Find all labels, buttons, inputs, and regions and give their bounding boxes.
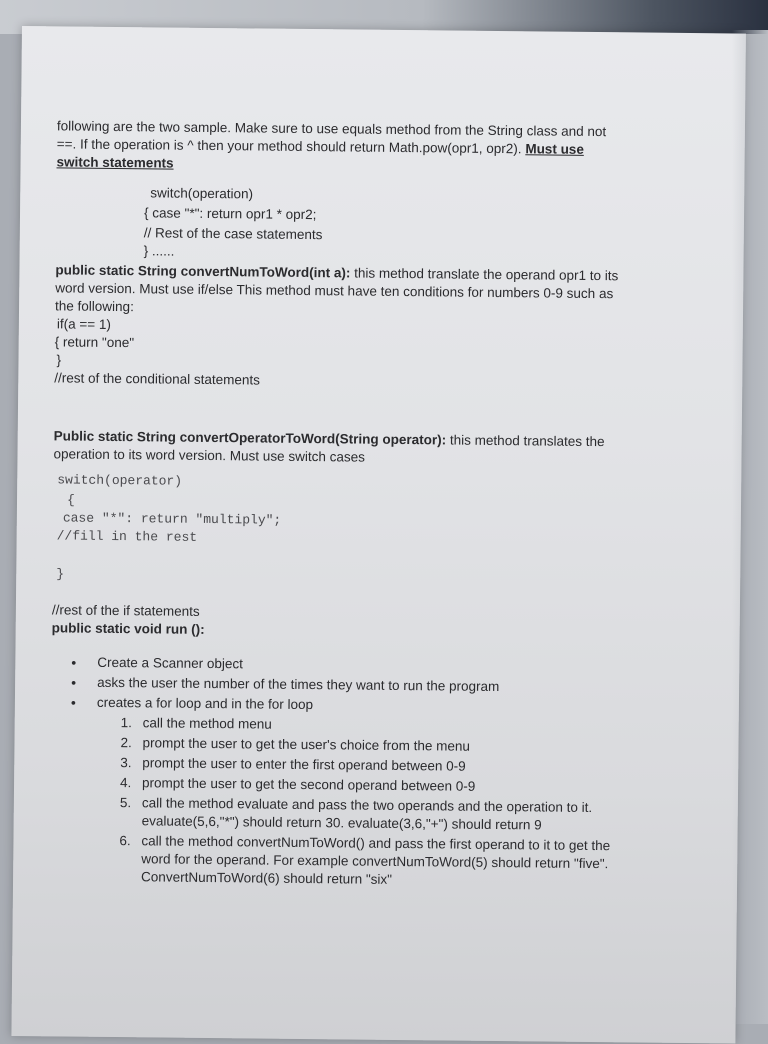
convert-num-desc-1: this method translate the operand opr1 to its: [350, 265, 619, 284]
run-bullet-3: • creates a for loop and in the for loop: [97, 695, 313, 713]
step-text: call the method menu: [142, 715, 272, 732]
convert-op-signature: Public static String convertOperatorToWord(String operator):: [53, 428, 447, 448]
run-rest-comment: //rest of the if statements: [51, 602, 200, 619]
switch-sample-line-1: switch(operation): [150, 185, 254, 202]
convert-num-code-1: if(a == 1): [56, 316, 111, 332]
convert-num-desc-2: word version. Must use if/else This method must have ten conditions for numbers 0-9 such as: [55, 280, 614, 302]
run-step-3: [120, 755, 466, 774]
convert-op-desc-2: operation to its word version. Must use switch cases: [53, 446, 365, 465]
step-number: 3.: [120, 755, 132, 771]
run-step-6-cont-2: [141, 869, 392, 888]
step-text: prompt the user to get the second operand between 0-9: [142, 775, 476, 794]
run-step-2: [120, 735, 471, 754]
step-text: ConvertNumToWord(6) should return "six": [141, 869, 393, 887]
intro-line-2-text: ==. If the operation is ^ then your method should return Math.pow(opr1, opr2).: [56, 136, 522, 157]
step-text: prompt the user to enter the first operand between 0-9: [142, 755, 466, 774]
step-number: 1.: [120, 715, 133, 731]
switch-sample-line-4: } ......: [143, 243, 175, 259]
step-text: call the method evaluate and pass the two operands and the operation to it.: [141, 795, 593, 816]
step-number: 4.: [120, 775, 132, 791]
convert-num-desc-3: the following:: [54, 298, 134, 315]
convert-op-desc-1: this method translates the: [446, 432, 605, 450]
convert-op-code-2: {: [66, 492, 75, 508]
switch-statements-emphasis: switch statements: [56, 154, 174, 171]
run-signature: public static void run ():: [51, 620, 205, 637]
run-step-5: [119, 795, 593, 816]
step-number: 5.: [119, 795, 132, 811]
convert-op-code-3: case "*": return "multiply";: [62, 510, 282, 528]
document-page: [11, 26, 746, 1044]
step-number: 2.: [120, 735, 132, 751]
must-use-emphasis: Must use: [525, 141, 584, 157]
run-step-4: [120, 775, 476, 794]
step-text: prompt the user to get the user's choice from the menu: [142, 735, 471, 754]
page-edge-shadow: [732, 30, 768, 1024]
run-bullet-2: • asks the user the number of the times they want to run the program: [97, 675, 499, 695]
convert-op-code-1: switch(operator): [57, 472, 183, 489]
convert-num-code-2: { return "one": [54, 334, 135, 351]
run-step-5-cont: [142, 813, 542, 833]
step-text: word for the operand. For example convertNumToWord(5) should return "five".: [141, 851, 609, 872]
convert-op-code-5: }: [56, 566, 65, 582]
switch-sample-line-3: // Rest of the case statements: [143, 225, 323, 243]
convert-num-code-4: //rest of the conditional statements: [54, 370, 261, 388]
convert-num-code-3: }: [56, 352, 62, 368]
run-bullet-1: • Create a Scanner object: [97, 655, 243, 673]
convert-num-signature: public static String convertNumToWord(int a):: [55, 262, 351, 281]
step-text: evaluate(5,6,"*") should return 30. evaluate(3,6,"+") should return 9: [141, 813, 542, 833]
step-text: call the method convertNumToWord() and pass the first operand to it to get the: [141, 833, 611, 854]
step-number: 6.: [119, 833, 131, 849]
intro-line-1: following are the two sample. Make sure to use equals method from the String class and not: [56, 118, 607, 140]
run-step-1: [120, 715, 272, 732]
convert-op-code-4: //fill in the rest: [56, 528, 198, 545]
switch-sample-line-2: { case "*": return opr1 * opr2;: [143, 205, 317, 223]
